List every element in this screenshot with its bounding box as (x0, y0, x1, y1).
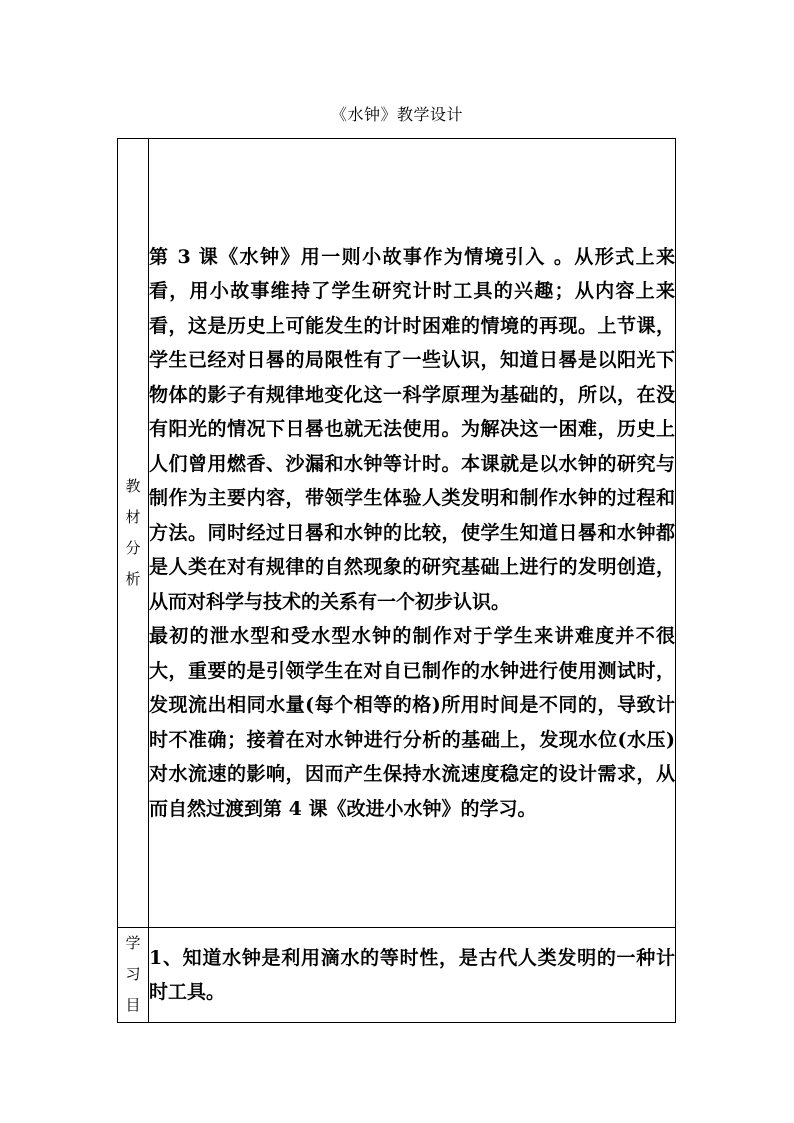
lesson-plan-table (117, 138, 676, 1023)
table-row-textbook-analysis (118, 139, 676, 928)
table-row-learning-objectives (118, 928, 676, 1023)
analysis-paragraph-making: 最初的泄水型和受水型水钟的制作对于学生来讲难度并不很大，重要的是引领学生在对自已制作的水钟进行使用测试时，发现流出相同水量(每个相等的格)所用时间是不同的，导致计时不准确；接着在对水钟进行分析的基础上，发现水位(水压)对水流速的影响，因而产生保持水流速度稳定的设计需求，从而自然过渡到第 4 课《改进小水钟》的学习。 (149, 625, 675, 820)
objective-item: 1、知道水钟是利用滴水的等时性，是古代人类发明的一种计时工具。 (149, 946, 675, 1003)
textbook-analysis-content (149, 139, 676, 928)
row-label-char: 分 (125, 539, 141, 557)
row-label-learning-objectives (118, 928, 149, 1023)
row-label-char: 析 (125, 570, 141, 588)
learning-objectives-content (149, 928, 676, 1023)
row-label-char: 目 (125, 996, 141, 1014)
row-label-char: 教 (125, 477, 141, 495)
row-label-char: 材 (125, 508, 141, 526)
row-label-char: 学 (125, 934, 141, 952)
document-title: 《水钟》教学设计 (330, 105, 463, 124)
row-label-stack (118, 471, 148, 595)
row-label-char: 习 (125, 965, 141, 983)
row-label-stack (118, 928, 148, 1021)
analysis-paragraph-intro: 第 3 课《水钟》用一则小故事作为情境引入 。从形式上来看，用小故事维持了学生研究计时工具的兴趣；从内容上来看，这是历史上可能发生的计时困难的情境的再现。上节课，学生已经对日晷的局限性有了一些认识，知道日晷是以阳光下物体的影子有规律地变化这一科学原理为基础的，所以，在没有阳光的情况下日晷也就无法使用。为解决这一困难，历史上人们曾用燃香、沙漏和水钟等计时。本课就是以水钟的研究与制作为主要内容，带领学生体验人类发明和制作水钟的过程和方法。同时经过日晷和水钟的比较，使学生知道日晷和水钟都是人类在对有规律的自然现象的研究基础上进行的发明创造，从而对科学与技术的关系有一个初步认识。 (149, 245, 675, 613)
row-label-textbook-analysis (118, 139, 149, 928)
